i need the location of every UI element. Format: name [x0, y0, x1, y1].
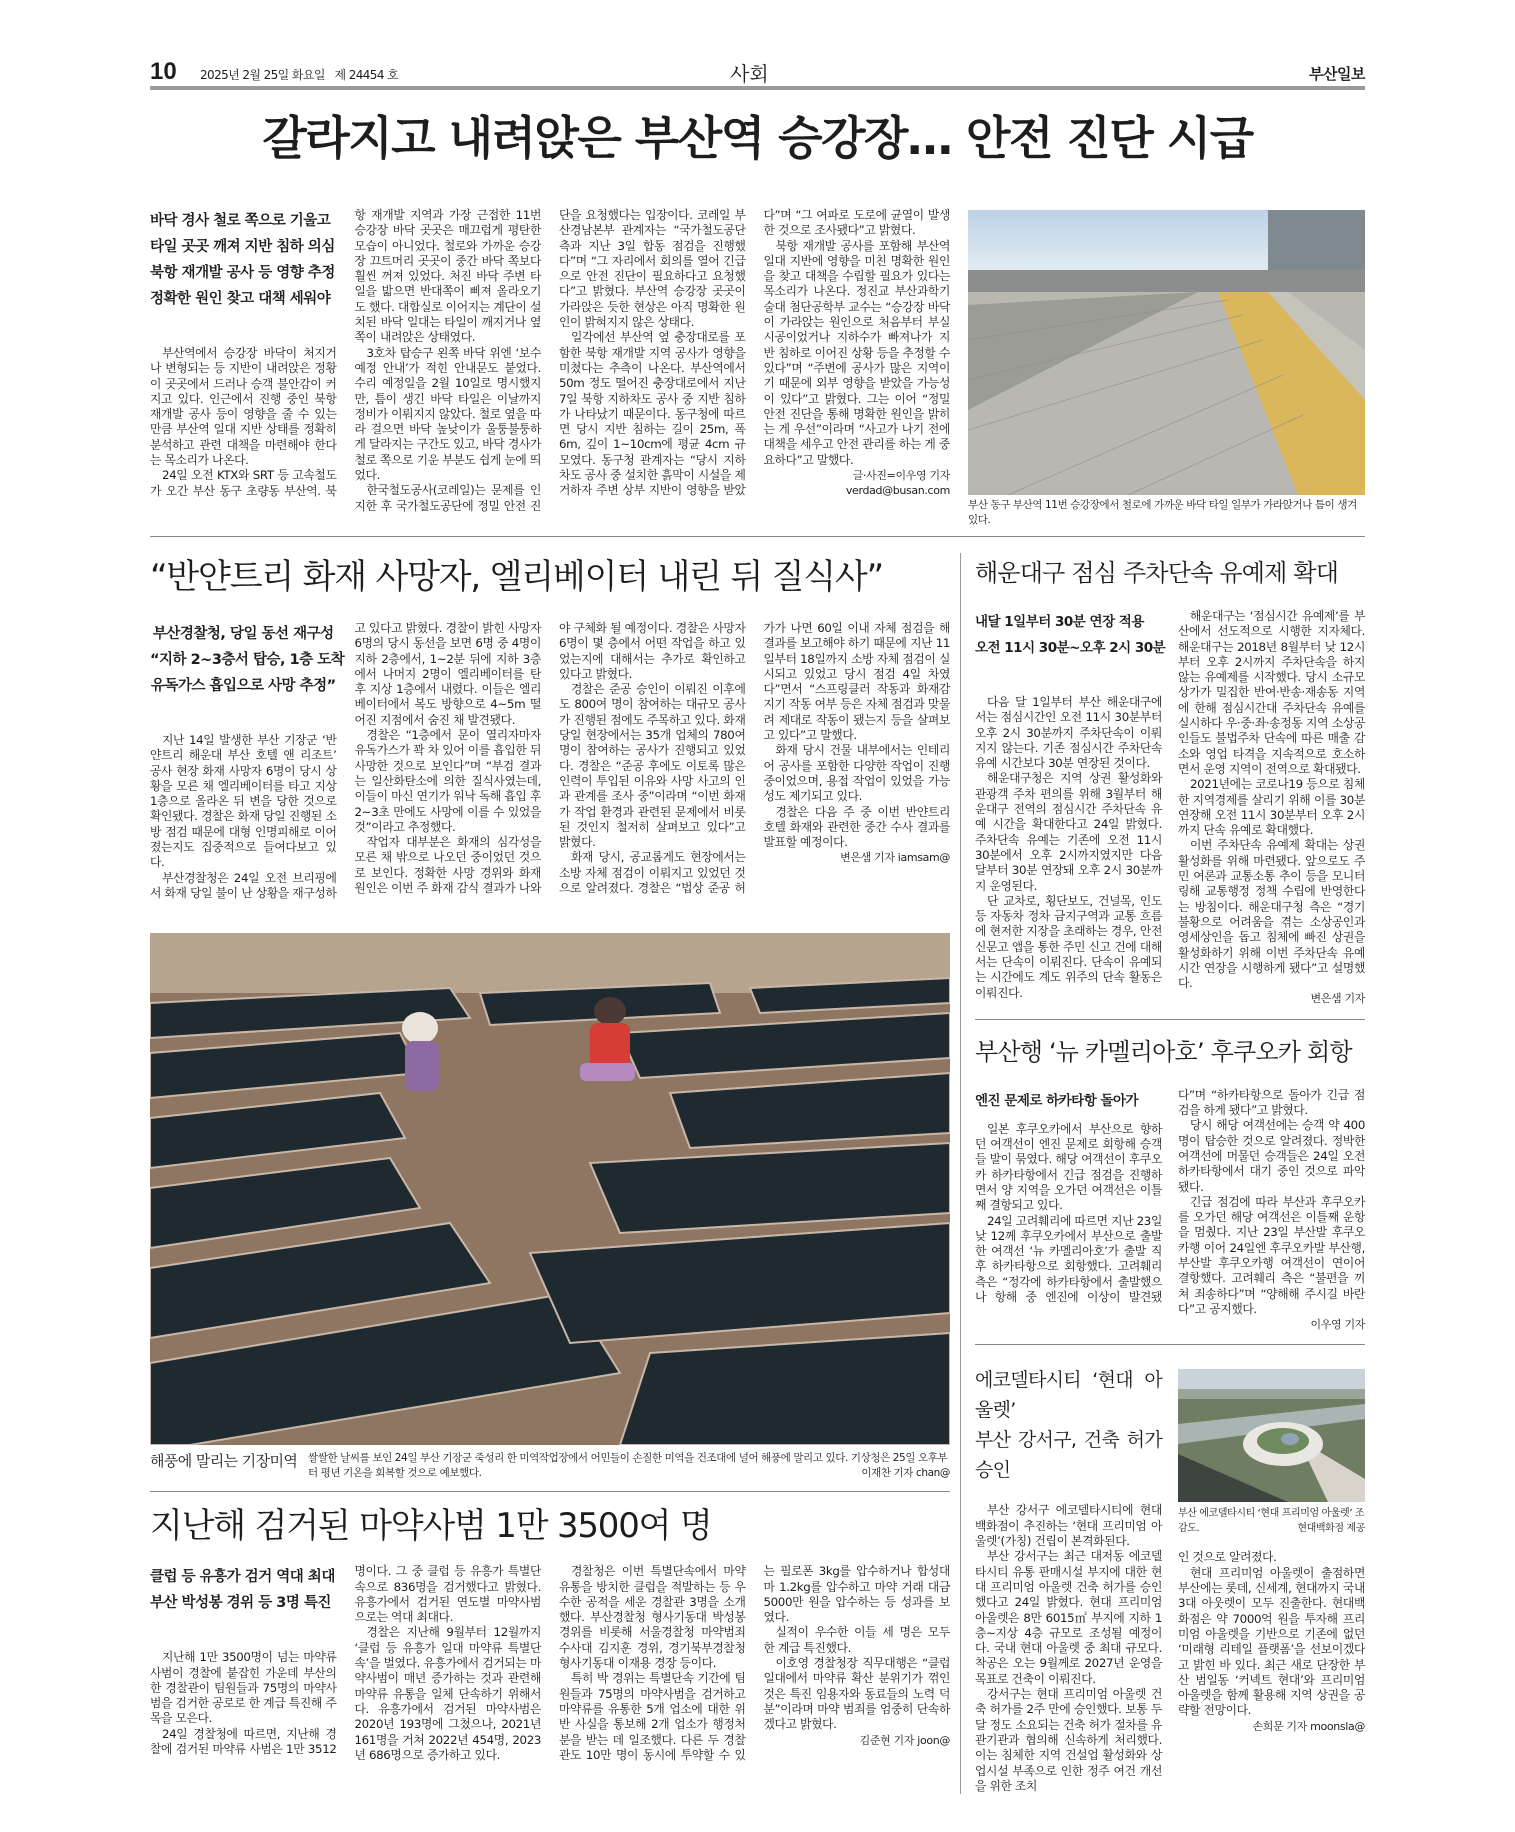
- divider: [975, 1344, 1365, 1345]
- paragraph: 경찰청은 이번 특별단속에서 마약 유통을 방치한 클럽을 적발하는 등 우수한 공적을 세운 경찰관 3명을 소개했다. 부산경찰청 형사기동대 박성봉 경위를 비롯해 서울경찰청 마약범죄수사대 김지훈 경위, 경기북부경찰청 형사기동대 이재용 경장 등이다.: [559, 1564, 746, 1671]
- article-subheads: [975, 609, 1166, 661]
- article-subheads: [150, 1564, 337, 1616]
- paragraph: 실적이 우수한 이들 세 명은 모두 한 계급 특진했다.: [763, 1625, 950, 1655]
- platform-photo-block: [968, 208, 1365, 528]
- main-headline: 갈라지고 내려앉은 부산역 승강장… 안전 진단 시급: [262, 111, 1253, 165]
- subhead: 타일 곳곳 깨져 지반 침하 의심: [150, 239, 335, 255]
- article-body-drug-offenders: [150, 1564, 950, 1763]
- issue-info: [200, 66, 398, 83]
- outlet-rendering-photo: [1178, 1369, 1365, 1502]
- paragraph: 부산 강서구 에코델타시티에 현대백화점이 추진하는 ‘현대 프리미엄 아울렛’(가칭) 건립이 본격화된다.: [975, 1503, 1162, 1549]
- subhead: 부산경찰청, 당일 동선 재구성: [152, 626, 334, 642]
- paragraph: 24일 오전 KTX와 SRT 등 고속철도가 오간 부산 동구 초량동 부산역. 북항 재개발 지역과 가장 근접한 11번 승강장 바닥 곳곳은 매끄럽게 평탄한 모습이 아니었다. 철로와 가까운 승강장 끄트머리 곳곳이 중간 바닥 쪽보다 훨씬 꺼져 있었다. 처진 바닥 주변 타일을 밟으면 반대쪽이 삐져 올라오기도 했다. 대합실로 이어지는 계단이 설치된 바닥 일대는 타일이 깨지거나 옆쪽이 내려앉은 상태였다.: [150, 208, 541, 498]
- section-name: 사회: [730, 62, 769, 86]
- paragraph: 이호영 경찰청장 직무대행은 “클럽 일대에서 마약류 확산 분위기가 꺾인 것은 특진 임용자와 동료들의 노력 덕분”이라며 마약 범죄를 엄중히 단속하겠다고 밝혔다.: [763, 1656, 950, 1732]
- article-body-ferry-return: [975, 1088, 1365, 1333]
- headline-line: 부산 강서구, 건축 허가 승인: [975, 1429, 1162, 1482]
- seaweed-photo-caption: 쌀쌀한 날씨를 보인 24일 부산 기장군 죽성리 한 미역작업장에서 어민들이 손질한 미역을 건조대에 널어 해풍에 말리고 있다. 기상청은 25일 오후부터 평년 기온을 회복할 것으로 예보했다.: [308, 1452, 948, 1480]
- headline-banyan-tree-fire: “반얀트리 화재 사망자, 엘리베이터 내린 뒤 질식사”: [150, 557, 883, 597]
- subhead: 부산 박성봉 경위 등 3명 특진: [150, 1595, 331, 1612]
- paragraph: 부산 강서구는 최근 대저동 에코델타시티 유통 판매시설 부지에 대한 현대 프리미엄 아울렛 건축 허가를 승인했다고 24일 밝혔다. 현대 프리미엄 아울렛은 8만 6015㎡ 부지에 지하 1층~지상 4층 규모로 조성될 예정이다. 국내 현대 아울렛 중 최대 규모다. 착공은 오는 9월께로 2027년 운영을 목표로 건축이 이뤄진다.: [975, 1549, 1162, 1686]
- subhead: 엔진 문제로 하카타항 돌아가: [975, 1092, 1139, 1109]
- divider: [150, 1491, 950, 1492]
- paragraph: 24일 고려훼리에 따르면 지난 23일 낮 12께 후쿠오카에서 부산으로 출발한 여객선 ‘뉴 카멜리아호’가 출발 직후 하카타항으로 회항했다. 고려훼리 측은 “정각에 하카타항에서 출발했으나 항해 중 엔진에 이상이 발견됐다”며 “하카타항으로 돌아가 긴급 점검을 하게 됐다”고 밝혔다.: [975, 1087, 1365, 1304]
- outlet-photo-caption: 부산 에코델타시티 ‘현대 프리미엄 아울렛’ 조감도.: [1178, 1508, 1365, 1535]
- issue-date: 2025년 2월 25일 화요일: [200, 68, 325, 82]
- article-body-outlet-col2: [1178, 1550, 1365, 1734]
- byline: 손희문 기자 moonsla@: [1252, 1719, 1365, 1733]
- paragraph: 부산경찰청은 24일 오전 브리핑에서 화재 당일 불이 난 상황을 재구성하고 있다고 밝혔다. 경찰이 밝힌 사망자 6명의 당시 동선을 보면 6명 중 4명이 지하 2층에서, 1~2분 뒤에 지하 3층에서 나머지 2명이 엘리베이터를 탄 후 지상 1층에서 내렸다. 이들은 엘리베이터에서 복도 방향으로 4~5m 떨어진 지점에서 숨진 채 발견됐다.: [150, 621, 541, 900]
- outlet-photo-credit: 현대백화점 제공: [1297, 1523, 1365, 1535]
- article-subheads: [975, 1088, 1162, 1114]
- headline-drug-offenders: 지난해 검거된 마약사범 1만 3500여 명: [150, 1506, 712, 1547]
- paragraph: 작업자 대부분은 화재의 심각성을 모른 채 밖으로 나오던 중이었던 것으로 보인다. 정확한 사망 경위와 화재 원인은 이번 주 화재 감식 결과가 나와야 구체화 될 예정이다. 경찰은 사망자 6명이 몇 층에서 어떤 작업을 하고 있었는지에 대해서는 추가로 확인하고 있다고 밝혔다.: [354, 621, 746, 896]
- seaweed-caption-block: [308, 1451, 950, 1481]
- paragraph: 일각에선 부산역 옆 충장대로를 포함한 북항 재개발 지역 공사가 영향을 미쳤다는 추측이 나온다. 부산역에서 50m 정도 떨어진 충장대로에서 지난 7일 북항 지하차도 공사 중 지반 침하가 나타났기 때문이다. 동구청에 따르면 당시 지반 침하는 길이 25m, 폭 6m, 깊이 1~10cm에 평균 4cm 규모였다. 동구청 관계자는 “당시 지하차도 공사 중 설치한 흙막이 시설을 제거하자 주변 상부 지반이 영향을 받았다”며 “그 여파로 도로에 균열이 발생한 것으로 조사됐다”고 밝혔다.: [559, 208, 950, 498]
- article-subheads: [150, 621, 345, 699]
- paragraph: 긴급 점검에 따라 부산과 후쿠오카를 오가던 해당 여객선은 이틀째 운항을 멈췄다. 지난 23일 부산발 후쿠오카행 이어 24일엔 후쿠오카발 부산행, 부산발 후쿠오카행 여객선이 연이어 결항했다. 고려훼리 측은 “불편을 끼쳐 죄송하다”며 “양해해 주시길 바란다”고 공지했다.: [1178, 1194, 1365, 1316]
- paragraph: 한국철도공사(코레일)는 문제를 인지한 후 국가철도공단에 정밀 안전 진단을 요청했다는 입장이다. 코레일 부산경남본부 관계자는 “국가철도공단 측과 지난 3일 합동 점검을 진행했다”며 “그 자리에서 회의를 열어 긴급으로 안전 진단이 필요하다고 요청했다”고 밝혔다. 부산역 승강장 곳곳이 가라앉은 듯한 현상은 아직 명확한 원인이 밝혀지지 않은 상태다.: [354, 208, 746, 513]
- right-stack: [960, 553, 1365, 1794]
- paragraph: 경찰은 다음 주 중 이번 반얀트리 호텔 화재와 관련한 중간 수사 결과를 발표할 예정이다.: [763, 804, 950, 850]
- subhead: 바닥 경사 철로 쪽으로 기울고: [150, 213, 331, 229]
- paragraph: 2021년에는 코로나19 등으로 침체한 지역경제를 살리기 위해 이를 30분 연장해 오전 11시 30분부터 오후 2시까지 단속 유예로 확대했다.: [1178, 777, 1365, 838]
- paragraph: 경찰은 준공 승인이 이뤄진 이후에도 800여 명이 참여하는 대규모 공사가 진행된 점에도 주목하고 있다. 화재 당일 현장에서는 35개 업체의 780여 명이 참여하는 공사가 진행되고 있었다. 경찰은 “준공 후에도 이토록 많은 인력이 투입된 이유와 사망 사고의 인과 관계를 조사 중”이라며 “이번 화재가 작업 환경과 관련된 문제에서 비롯된 것인지 철저히 살펴보고 있다”고 밝혔다.: [559, 682, 746, 850]
- article-subheads: [150, 208, 337, 312]
- platform-photo-caption: 부산 동구 부산역 11번 승강장에서 철로에 가까운 바닥 타일 일부가 가라앉거나 틈이 생겨 있다.: [968, 499, 1357, 526]
- top-story-row: [150, 208, 1365, 528]
- header-rule: [150, 86, 1365, 90]
- article-body-banyan-tree-fire: [150, 621, 950, 901]
- headline-line: 에코델타시티 ‘현대 아울렛’: [975, 1369, 1162, 1422]
- paragraph: 지난 14일 발생한 부산 기장군 ‘반얀트리 해운대 부산 호텔 앤 리조트’ 공사 현장 화재 사망자 6명이 당시 상황을 모른 채 엘리베이터를 타고 지상 1층으로 올라온 뒤 변을 당한 것으로 확인됐다. 경찰은 화재 당일 진행된 소방 점검 때문에 대형 인명피해로 이어졌는지도 집중적으로 들여다보고 있다.: [150, 733, 337, 870]
- subhead: 오전 11시 30분~오후 2시 30분: [975, 640, 1166, 656]
- paragraph: 일본 후쿠오카에서 부산으로 향하던 여객선이 엔진 문제로 회항해 승객들 발이 묶였다. 해당 여객선이 후쿠오카 하카타항에서 긴급 점검을 진행하면서 양 지역을 오가던 여객선은 이틀째 결항되고 있다.: [975, 1121, 1162, 1213]
- article-body-outlet-col1: [975, 1365, 1162, 1794]
- article-body-busan-station: [150, 208, 950, 514]
- paragraph: 해운대구청은 지역 상권 활성화와 관광객 주차 편의를 위해 3월부터 해운대구 전역의 점심시간 주차단속 유예 시간을 확대한다고 24일 밝혔다. 주차단속 유예는 기존에 오전 11시 30분에서 오후 2시까지였지만 다음 달부터 30분 연장돼 오후 2시 30분까지 운영된다.: [975, 771, 1162, 893]
- byline: 변은샘 기자 iamsam@: [840, 851, 950, 865]
- subhead: 내달 1일부터 30분 연장 적용: [975, 614, 1144, 630]
- paragraph: 이번 주차단속 유예제 확대는 상권 활성화를 위해 마련됐다. 앞으로도 주민 여론과 교통소통 추이 등을 모니터링해 교통행정 정책 수립에 반영한다는 방침이다. 해운대구청 측은 “경기 불황으로 어려움을 겪는 소상공인과 영세상인을 돕고 침체에 빠진 상권을 활성화하기 위해 이번 주차단속 유예 시간 연장을 시행하게 됐다”고 설명했다.: [1178, 838, 1365, 991]
- newspaper-name: 부산일보: [1309, 65, 1365, 83]
- byline: 김준현 기자 joon@: [859, 1733, 950, 1747]
- paragraph: 지난해 1만 3500명이 넘는 마약류 사범이 경찰에 붙잡힌 가운데 부산의 한 경찰관이 팀원들과 75명의 마약사범을 검거한 공로로 한 계급 특진해 주목을 모은다.: [150, 1650, 337, 1726]
- outlet-caption-block: [1178, 1506, 1365, 1536]
- seaweed-photo-credit: 이재찬 기자 chan@: [861, 1467, 950, 1480]
- paragraph: 3호차 탑승구 왼쪽 바닥 위엔 ‘보수 예정 안내’가 적힌 안내문도 붙었다. 수리 예정일을 2월 10일로 명시했지만, 틈이 생긴 바닥 타일은 이날까지 정비가 이뤄지지 않았다. 철로 옆을 따라 걸으면 바닥 높낮이가 울퉁불퉁하게 달라지는 구간도 있고, 바닥 경사가 철로 쪽으로 기운 부분도 쉽게 눈에 띄었다.: [354, 345, 541, 483]
- paragraph: 당시 해당 여객선에는 승객 약 400명이 탑승한 것으로 알려졌다. 정박한 여객선에 머물던 승객들은 24일 오전 하카타항에서 대기 중인 것으로 파악됐다.: [1178, 1118, 1365, 1194]
- paragraph: 화재 당시 건물 내부에서는 인테리어 공사를 포함한 다양한 작업이 진행 중이었으며, 용접 작업이 있었을 가능성도 제기되고 있다.: [763, 743, 950, 804]
- page-content: [150, 208, 1365, 1794]
- paragraph: 해운대구는 ‘점심시간 유예제’를 부산에서 선도적으로 시행한 지자체다. 해운대구는 2018년 8월부터 낮 12시부터 오후 2시까지 주차단속을 하지 않는 유예제를 시작했다. 당시 소규모 상가가 밀집한 반여·반송·재송동 지역에 한해 점심시간대 주차단속 유예를 실시하다 우·중·좌·송정동 지역 소상공인들도 불법주차 단속에 따른 매출 감소와 영업 타격을 지속적으로 호소하면서 운영 지역이 전역으로 확대됐다.: [1178, 609, 1365, 776]
- page-number: 10: [150, 58, 177, 85]
- divider: [975, 1019, 1365, 1020]
- issue-number: 제 24454 호: [334, 68, 399, 82]
- paragraph: 북항 재개발 공사를 포함해 부산역 일대 지반에 영향을 미친 명확한 원인을 찾고 대책을 수립할 필요가 있다는 목소리가 나온다. 정진교 부산과학기술대 첨단공학부 교수는 “승강장 바닥이 가라앉는 원인으로 처음부터 부실 시공이었거나 지하수가 빠져나가 지반 침하로 이어진 상황 등을 추정할 수 있다”며 “주변에 공사가 많은 지역이기 때문에 외부 영향을 받았을 가능성이 있다”고 밝혔다. 그는 이어 “정밀 안전 진단을 통해 명확한 원인을 밝히는 게 우선”이라며 “사고가 나기 전에 대책을 세우고 안전 관리를 하는 게 중요하다”고 말했다.: [763, 238, 950, 467]
- paragraph: 인 것으로 알려졌다.: [1178, 1550, 1277, 1565]
- seaweed-photo: [150, 933, 950, 1445]
- headline-ferry-return: 부산행 ‘뉴 카멜리아호’ 후쿠오카 회항: [975, 1037, 1352, 1066]
- subhead: 정확한 원인 찾고 대책 세워야: [150, 291, 331, 307]
- paragraph: 현대 프리미엄 아울렛이 출점하면 부산에는 롯데, 신세계, 현대까지 국내 3대 아웃렛이 모두 진출한다. 현대백화점은 약 7000억 원을 투자해 프리미엄 아울렛을 기반으로 기존에 없던 ‘미래형 리테일 플랫폼’을 선보이겠다고 밝힌 바 있다. 최근 새로 단장한 부산 범일동 ‘커넥트 현대’와 프리미엄 아울렛을 함께 활용해 지역 상권을 공략할 전망이다.: [1178, 1565, 1365, 1718]
- outlet-col2: [1178, 1365, 1365, 1734]
- left-stack: [150, 537, 950, 1763]
- paragraph: 강서구는 현대 프리미엄 아울렛 건축 허가를 2주 만에 승인했다. 보통 두 달 정도 소요되는 건축 허가 절차를 유관기관과 협의해 신속하게 처리했다. 이는 침체한 지역 건설업 활성화와 상업시설 부족으로 인한 정주 여건 개선을 위한 조치: [975, 1687, 1162, 1793]
- headline-parking-grace: 해운대구 점심 주차단속 유예제 확대: [975, 559, 1339, 587]
- paragraph: 단 교차로, 횡단보도, 건널목, 인도 등 자동차 정차 금지구역과 교통 흐름에 현저한 지장을 초래하는 경우, 안전신문고 앱을 통한 주민 신고 건에 대해서는 단속이 이뤄진다. 단속이 유예되는 시간에도 계도 위주의 단속 활동은 이뤄진다.: [975, 893, 1162, 1000]
- headline-outlet: [975, 1365, 1162, 1485]
- subhead: 북항 재개발 공사 등 영향 추정: [150, 265, 335, 281]
- platform-photo: [968, 210, 1365, 495]
- outlet-article: [975, 1365, 1365, 1794]
- paragraph: 다음 달 1일부터 부산 해운대구에서는 점심시간인 오전 11시 30분부터 오후 2시 30분까지 주차단속이 이뤄지지 않는다. 기존 점심시간 주차단속 유예 시간보다 30분 연장된 것이다.: [975, 695, 1162, 771]
- seaweed-caption-row: [150, 1451, 950, 1481]
- subhead: 유독가스 흡입으로 사망 추정”: [150, 678, 336, 694]
- byline: 글·사진=이우영 기자 verdad@busan.com: [845, 469, 950, 498]
- paragraph: 경찰은 “1층에서 문이 열리자마자 유독가스가 꽉 차 있어 이를 흡입한 뒤 사망한 것으로 보인다”며 “부검 결과는 일산화탄소에 의한 질식사였는데, 이들이 마신 연기가 워낙 독해 흡입 후 2~3초 만에도 사망에 이를 수 있었을 것”이라고 추정했다.: [354, 728, 541, 834]
- seaweed-photo-title: 해풍에 말리는 기장미역: [150, 1452, 298, 1471]
- byline: 이우영 기자: [1310, 1318, 1365, 1332]
- paragraph: 24일 경찰청에 따르면, 지난해 경찰에 검거된 마약류 사범은 1만 3512명이다. 그 중 클럽 등 유흥가 특별단속으로 836명을 검거했다고 밝혔다. 유흥가에서 검거된 연도별 마약사범으로는 역대 최대다.: [150, 1564, 541, 1757]
- article-body-parking-grace: [975, 609, 1365, 1007]
- subhead: 클럽 등 유흥가 검거 역대 최대: [150, 1569, 335, 1586]
- paragraph: 경찰은 지난해 9월부터 12월까지 ‘클럽 등 유흥가 일대 마약류 특별단속’을 벌였다. 유흥가에서 검거되는 마약사범이 매년 증가하는 것과 관련해 마약류 유통을 일체 단속하기 위해서다. 유흥가에서 검거된 마약사범은 2020년 193명에 그쳤으나, 2021년 161명을 거쳐 2022년 454명, 2023년 686명으로 증가하고 있다.: [354, 1625, 541, 1762]
- paragraph: 부산역에서 승강장 바닥이 처지거나 변형되는 등 지반이 내려앉은 정황이 곳곳에서 드러나 승객 불안감이 커지고 있다. 인근에서 진행 중인 북항 재개발 공사 등이 영향을 줄 수 있는 만큼 부산역 일대 지반 상태를 정확히 분석하고 관련 대책을 마련해야 한다는 목소리가 나온다.: [150, 346, 337, 468]
- paragraph: 특히 박 경위는 특별단속 기간에 팀원들과 75명의 마약사범을 검거하고 마약류를 유통한 5개 업소에 대한 위반 사실을 통보해 2개 업소가 행정처분을 받는 데 일조했다. 다른 두 경찰관도 10만 명이 동시에 투약할 수 있는 필로폰 3kg를 압수하거나 합성대마 1.2kg를 압수하고 마약 거래 대금 5000만 원을 압수하는 등 성과를 보였다.: [559, 1564, 950, 1762]
- lower-row: [150, 537, 1365, 1794]
- subhead: “지하 2~3층서 탑승, 1층 도착: [150, 652, 345, 668]
- byline: 변은샘 기자: [1310, 992, 1365, 1006]
- paragraph: 화재 당시, 공교롭게도 현장에서는 소방 자체 점검이 이뤄지고 있었던 것으로 알려졌다. 경찰은 “법상 준공 허가가 나면 60일 이내 자체 점검을 해 결과를 보고해야 하기 때문에 지난 11일부터 18일까지 소방 자체 점검이 실시되고 있었고 당시 점검 4일 차였다”면서 “스프링클러 작동과 화재감지기 작동 여부 등은 자체 점검과 맞물려 제대로 작동이 됐는지 등을 살펴보고 있다”고 말했다.: [559, 621, 950, 896]
